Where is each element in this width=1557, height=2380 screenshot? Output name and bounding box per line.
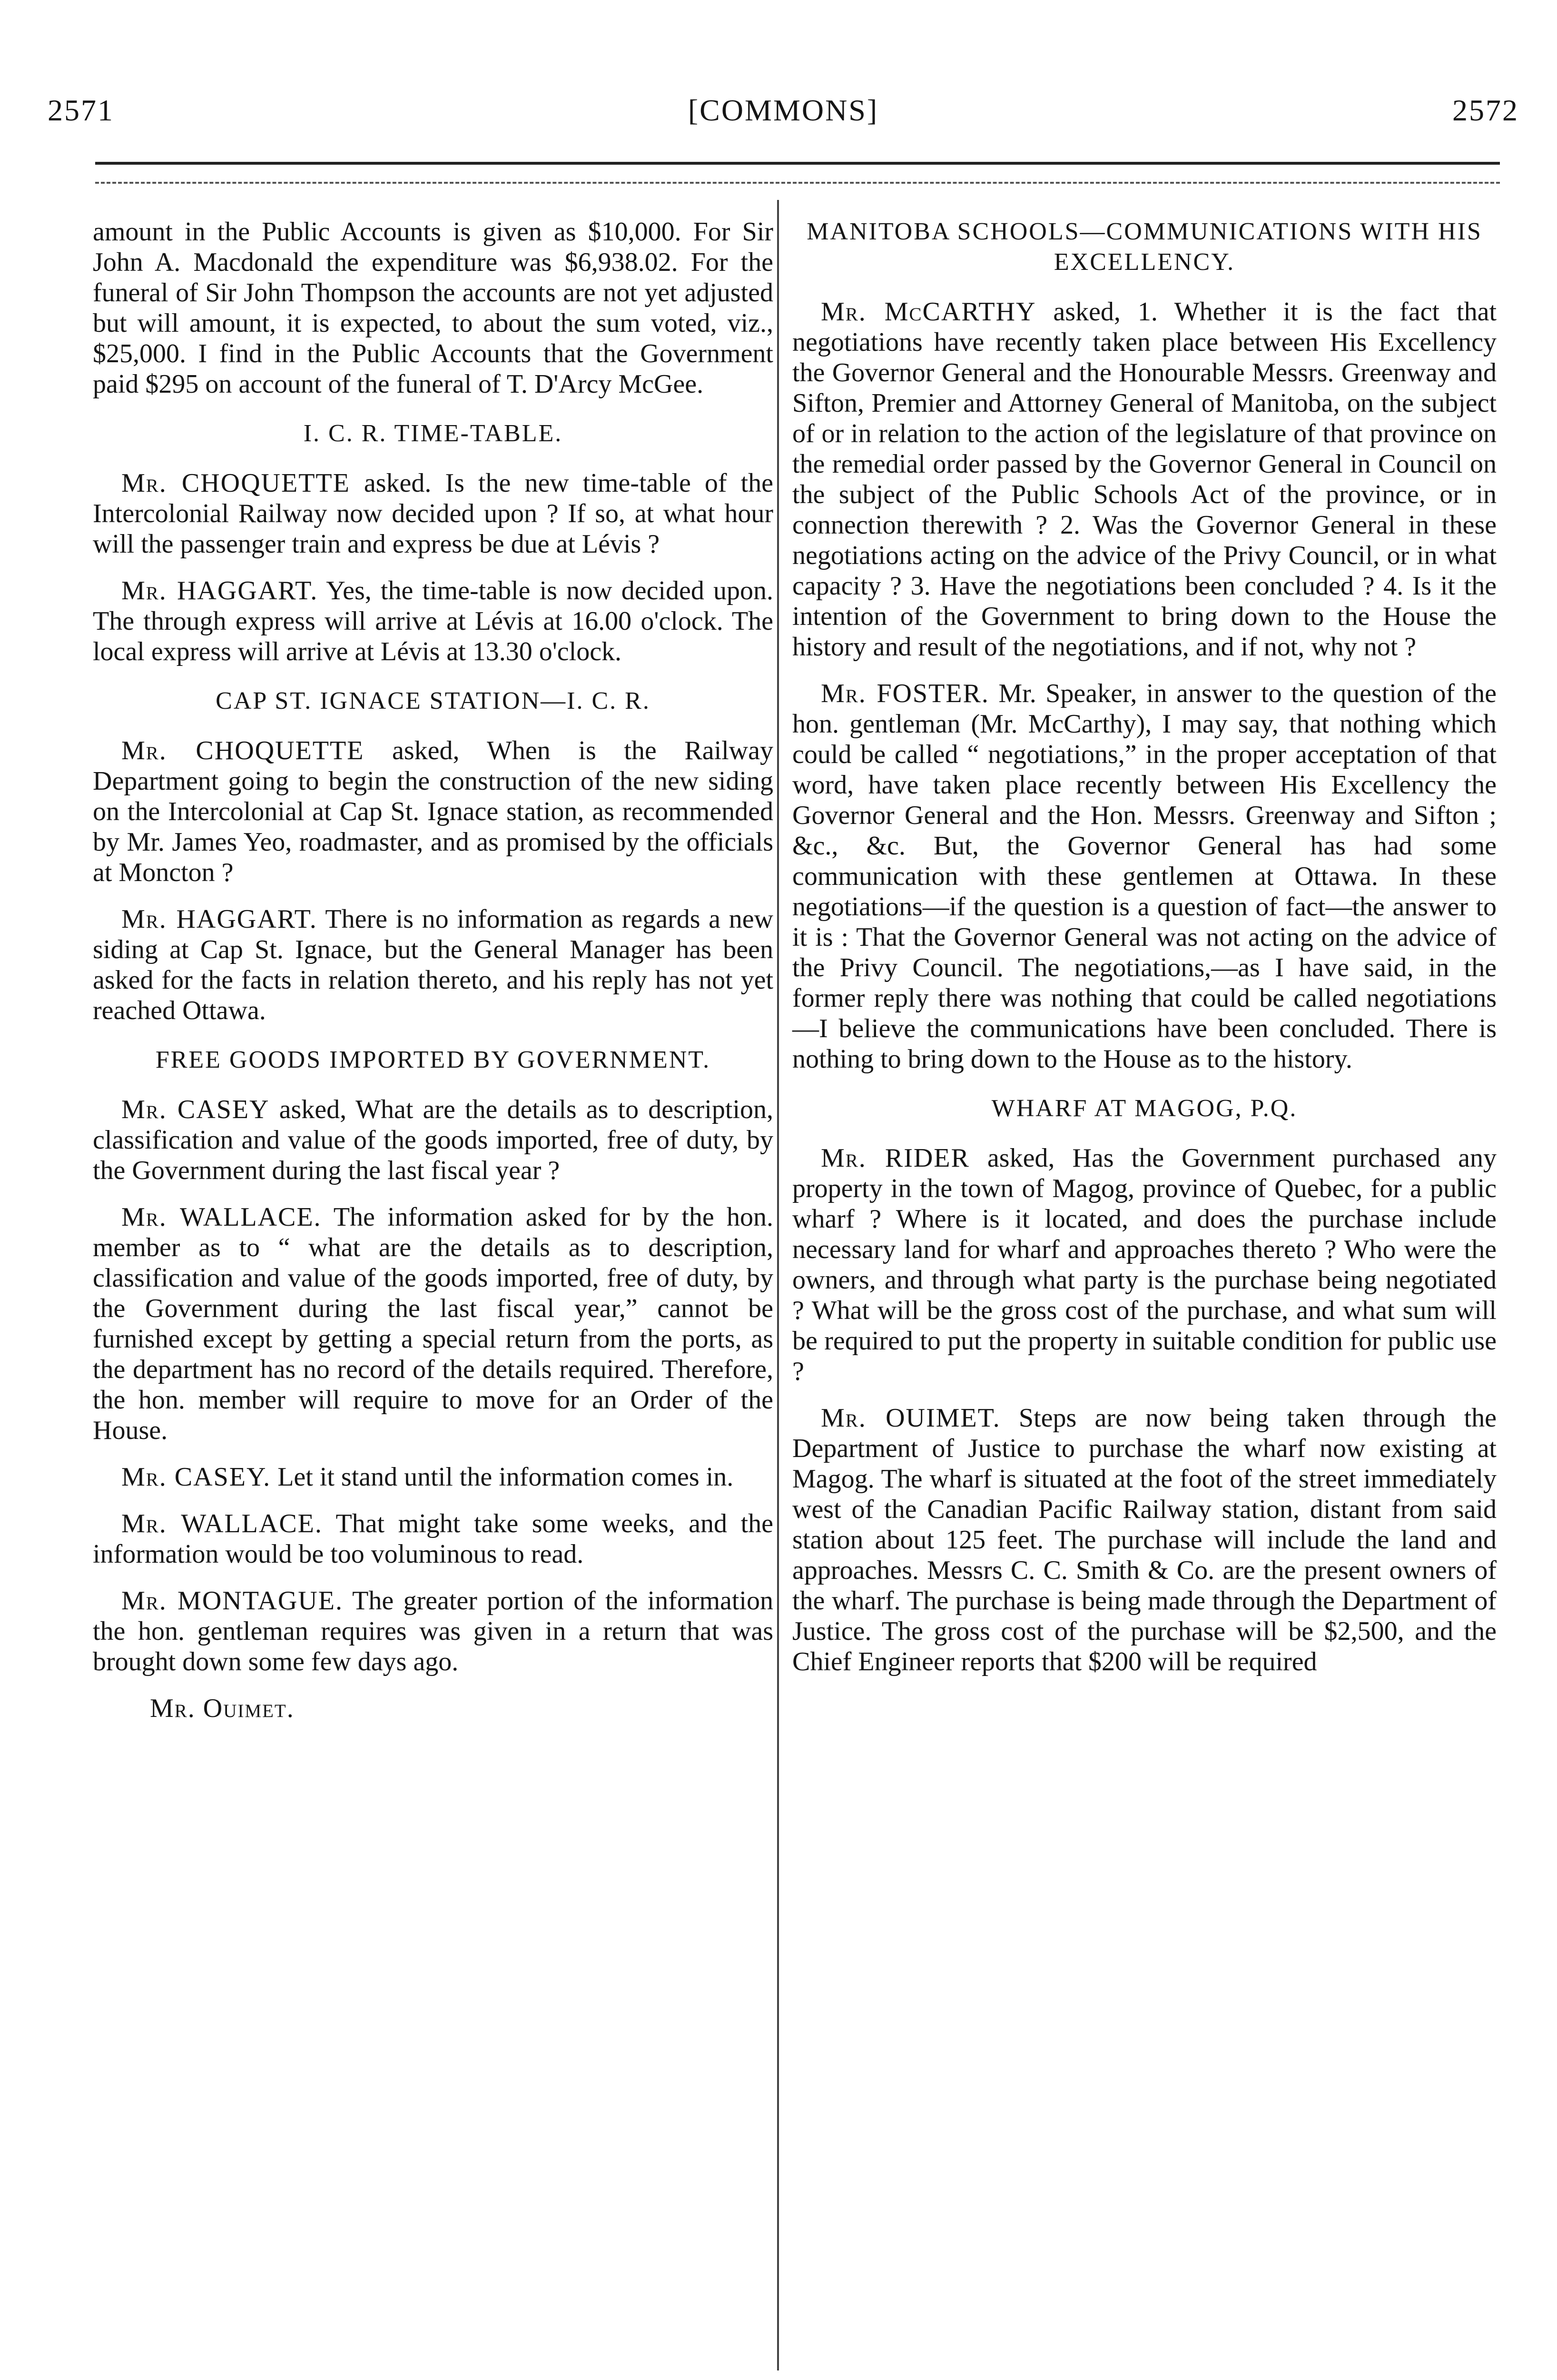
heading-wharf-magog: WHARF AT MAGOG, P.Q. bbox=[991, 1095, 1298, 1122]
paragraph-wallace-reply: Mr. WALLACE. That might take some weeks, and the information would be too voluminous to read. bbox=[93, 1509, 773, 1569]
page-title: [COMMONS] bbox=[688, 93, 879, 127]
speaker-ouimet: Mr. Ouimet. bbox=[150, 1694, 295, 1723]
speaker-name: Mr. HAGGART. bbox=[121, 904, 317, 934]
speaker-name: Mr. CHOQUETTE bbox=[121, 468, 350, 498]
paragraph-funeral-accounts: amount in the Public Accounts is given as $10,000. For Sir John A. Macdonald the expenditure was $6,938.02. For the funeral of Sir John Thompson the accounts are not yet adjusted but will amount, it is expected, to about the sum voted, viz., $25,000. I find in the Public Accounts that the Government paid $295 on account of the funeral of T. D'Arcy McGee. bbox=[93, 217, 773, 399]
paragraph-choquette-siding: Mr. CHOQUETTE asked, When is the Railway Department going to begin the construction of the new siding on the Intercolonial at Cap St. Ignace station, as recommended by Mr. James Yeo, roadmaster, and as promised by the officials at Moncton ? bbox=[93, 736, 773, 887]
heading-free-goods: FREE GOODS IMPORTED BY GOVERNMENT. bbox=[155, 1046, 711, 1073]
speaker-name: Mr. RIDER bbox=[821, 1143, 970, 1173]
page-header bbox=[48, 93, 1519, 145]
column-divider bbox=[777, 200, 779, 2370]
paragraph-wallace-answer: Mr. WALLACE. The information asked for by the hon. member as to “ what are the details as to description, classification and value of the goods imported, free of duty, by the Government during the last fiscal year,” cannot be furnished except by getting a special return from the ports, as the department has no record of the details required. Therefore, the hon. member will require to move for an Order of the House. bbox=[93, 1202, 773, 1445]
page-number-left: 2571 bbox=[48, 93, 114, 127]
header-dashed-rule bbox=[95, 182, 1500, 184]
speaker-name: Mr. McCARTHY bbox=[821, 297, 1036, 327]
speaker-name: Mr. FOSTER. bbox=[821, 679, 989, 708]
paragraph-haggart-answer: Mr. HAGGART. Yes, the time-table is now decided upon. The through express will arrive at Lévis at 16.00 o'clock. The local express will arrive at Lévis at 13.30 o'clock. bbox=[93, 576, 773, 666]
paragraph-casey-question: Mr. CASEY asked, What are the details as to description, classification and value of the goods imported, free of duty, by the Government during the last fiscal year ? bbox=[93, 1095, 773, 1185]
speaker-name: Mr. CASEY. bbox=[121, 1462, 271, 1492]
paragraph-choquette-question: Mr. CHOQUETTE asked. Is the new time-table of the Intercolonial Railway now decided upon ? If so, at what hour will the passenger train and express be due at Lévis ? bbox=[93, 468, 773, 559]
paragraph-montague: Mr. MONTAGUE. The greater portion of the information the hon. gentleman requires was given in a return that was brought down some few days ago. bbox=[93, 1586, 773, 1676]
paragraph-ouimet-answer: Mr. OUIMET. Steps are now being taken through the Department of Justice to purchase the wharf now existing at Magog. The wharf is situated at the foot of the street immediately west of the Canadian Pacific Railway station, distant from said station about 125 feet. The purchase will include the land and approaches. Messrs C. C. Smith & Co. are the present owners of the wharf. The purchase is being made through the Department of Justice. The gross cost of the purchase will be $2,500, and the Chief Engineer reports that $200 will be required bbox=[792, 1403, 1497, 1676]
speaker-name: Mr. MONTAGUE. bbox=[121, 1586, 343, 1616]
page-number-right: 2572 bbox=[1452, 93, 1519, 127]
paragraph-rider-question: Mr. RIDER asked, Has the Government purchased any property in the town of Magog, province of Quebec, for a public wharf ? Where is it located, and does the purchase include necessary land for wharf and approaches thereto ? Who were the owners, and through what party is the purchase being negotiated ? What will be the gross cost of the purchase, and what sum will be required to put the property in suitable condition for public use ? bbox=[792, 1143, 1497, 1386]
speaker-name: Mr. WALLACE. bbox=[121, 1202, 322, 1232]
paragraph-foster-answer: Mr. FOSTER. Mr. Speaker, in answer to the question of the hon. gentleman (Mr. McCarthy), I may say, that nothing which could be called “ negotiations,” in the proper acceptation of that word, have taken place recently between His Excellency the Governor General and the Hon. Messrs. Greenway and Sifton ; &c., &c. But, the Governor General has had some communication with these gentlemen at Ottawa. In these negotiations—if the question is a question of fact—the answer to it is : That the Governor General was not acting on the advice of the Privy Council. The negotiations,—as I have said, in the former reply there was nothing that could be called negotiations—I believe the communications have been concluded. There is nothing to bring down to the House as to the history. bbox=[792, 679, 1497, 1074]
header-rule bbox=[95, 162, 1500, 165]
left-column bbox=[93, 217, 773, 1724]
right-column bbox=[792, 217, 1497, 1693]
speaker-name: Mr. WALLACE. bbox=[121, 1509, 323, 1538]
heading-manitoba-schools: MANITOBA SCHOOLS—COMMUNICATIONS WITH HIS EXCELLENCY. bbox=[807, 218, 1482, 276]
paragraph-haggart-siding: Mr. HAGGART. There is no information as regards a new siding at Cap St. Ignace, but the General Manager has been asked for the facts in relation thereto, and his reply has not yet reached Ottawa. bbox=[93, 904, 773, 1025]
paragraph-casey-reply: Mr. CASEY. Let it stand until the information comes in. bbox=[121, 1462, 734, 1492]
speaker-name: Mr. HAGGART. bbox=[121, 576, 318, 605]
speaker-name: Mr. CHOQUETTE bbox=[121, 736, 365, 765]
speaker-name: Mr. CASEY bbox=[121, 1095, 270, 1124]
paragraph-mccarthy-question: Mr. McCARTHY asked, 1. Whether it is the fact that negotiations have recently taken place between His Excellency the Governor General and the Honourable Messrs. Greenway and Sifton, Premier and Attorney General of Manitoba, on the subject of or in relation to the action of the legislature of that province on the remedial order passed by the Governor General in Council on the subject of the Public Schools Act of the province, or in connection therewith ? 2. Was the Governor General in these negotiations acting on the advice of the Privy Council, or in what capacity ? 3. Have the negotiations been concluded ? 4. Is it the intention of the Government to bring down to the House the history and result of the negotiations, and if not, why not ? bbox=[792, 297, 1497, 662]
heading-icr-time-table: I. C. R. TIME-TABLE. bbox=[303, 420, 563, 447]
heading-cap-st-ignace: CAP ST. IGNACE STATION—I. C. R. bbox=[216, 687, 650, 714]
speaker-name: Mr. OUIMET. bbox=[821, 1403, 1001, 1433]
